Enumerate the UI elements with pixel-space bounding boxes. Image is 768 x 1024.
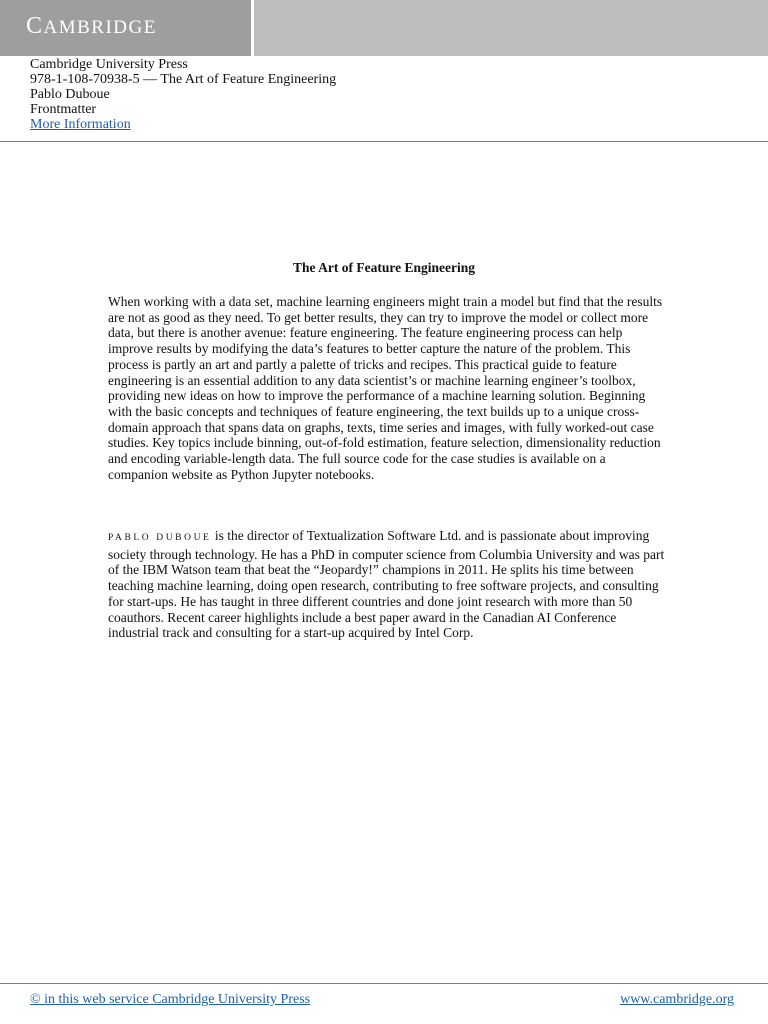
cambridge-site-link[interactable]: www.cambridge.org (620, 992, 734, 1007)
section-name: Frontmatter (30, 102, 97, 117)
book-description: When working with a data set, machine learning engineers might train a model but find that the results are not as good as they need. To get better results, they can try to improve the model or collect more data, but there is another avenue: feature engineering. The feature engineering process can help improve results by modifying the data’s features to better capture the nature of the problem. This process is partly an art and partly a palette of tricks and recipes. This practical guide to feature engineering is an essential addition to any data scientist’s or machine learning engineer’s toolbox, providing new ideas on how to improve the performance of a machine learning solution. Beginning with the basic concepts and techniques of feature engineering, the text builds up to a unique cross-domain approach that spans data on graphs, texts, time series and images, with fully worked-out case studies. Key topics include binning, out-of-fold estimation, feature selection, dimensionality reduction and encoding variable-length data. The full source code for the case studies is available on a companion website as Python Jupyter notebooks. (108, 294, 663, 482)
author-name: Pablo Duboue (30, 87, 110, 102)
footer-divider (0, 983, 768, 984)
logo-initial: C (26, 13, 44, 39)
cambridge-logo[interactable] (0, 0, 251, 56)
logo-rest: AMBRIDGE (43, 17, 157, 38)
author-bio-text: is the director of Textualization Software Ltd. and is passionate about improving society through technology. He has a PhD in computer science from Columbia University and was part of the IBM Watson team that beat the “Jeopardy!” champions in 2011. He splits his time between teaching machine learning, doing open research, contributing to free software projects, and consulting for start-ups. He has taught in three different countries and done joint research with more than 50 coauthors. Recent career highlights include a best paper award in the Canadian AI Conference industrial track and consulting for a start-up acquired by Intel Corp. (108, 528, 665, 641)
publisher-name: Cambridge University Press (30, 57, 188, 72)
logo-separator (251, 0, 254, 56)
cambridge-logo-text (26, 13, 157, 40)
book-title: The Art of Feature Engineering (293, 260, 475, 275)
book-metadata (30, 57, 336, 132)
author-bio-name: PABLO DUBOUE (108, 533, 212, 543)
copyright-link[interactable]: © in this web service Cambridge University Press (30, 992, 311, 1007)
header-band (0, 0, 768, 56)
more-information-link[interactable]: More Information (30, 117, 131, 132)
author-bio (108, 528, 668, 641)
header-divider (0, 141, 768, 142)
isbn-title: 978-1-108-70938-5 — The Art of Feature Engineering (30, 72, 337, 87)
